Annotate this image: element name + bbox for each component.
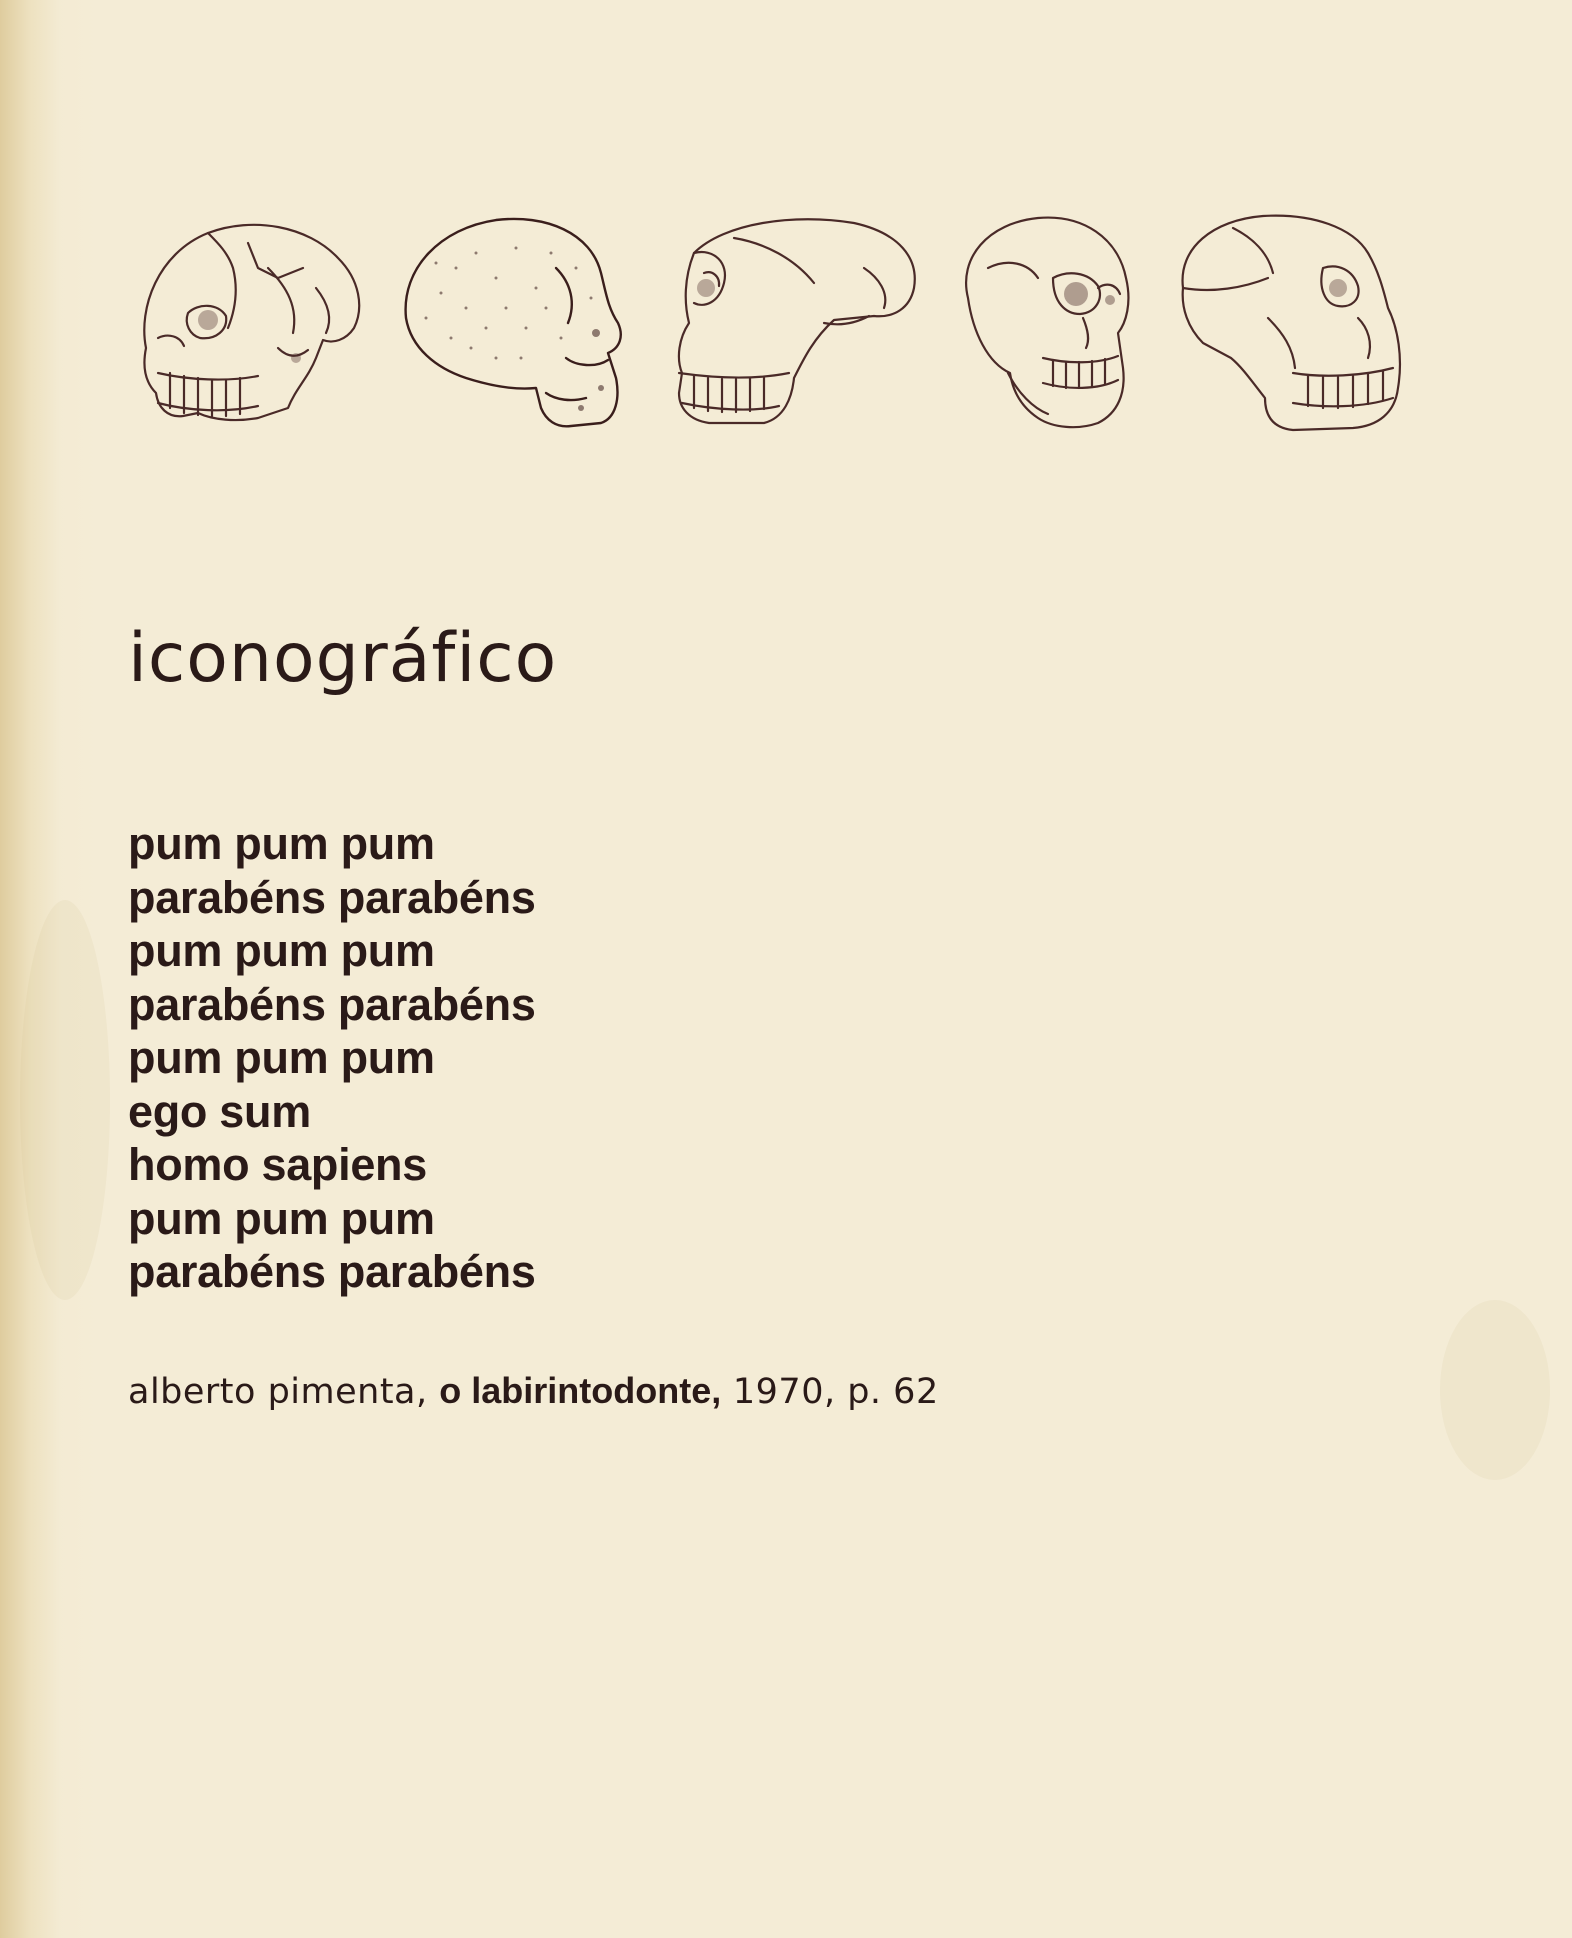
citation-book-title: o labirintodonte, bbox=[439, 1370, 722, 1411]
paper-stain bbox=[20, 900, 110, 1300]
citation-author: alberto pimenta, bbox=[128, 1372, 428, 1412]
poem-line: ego sum bbox=[128, 1085, 311, 1137]
citation bbox=[128, 1370, 939, 1412]
skull-illustrations bbox=[128, 208, 1418, 448]
poem-line: pum pum pum bbox=[128, 925, 435, 976]
skull-icon bbox=[948, 208, 1148, 438]
poem-line: pum pum pum bbox=[128, 1192, 435, 1244]
poem-line: pum pum pum bbox=[128, 818, 435, 869]
skull-icon bbox=[128, 208, 368, 438]
poem-line: homo sapiens bbox=[128, 1139, 427, 1190]
poem-line: pum pum pum bbox=[128, 1032, 435, 1083]
paper-stain bbox=[1440, 1300, 1550, 1480]
poem-line: parabéns parabéns bbox=[128, 978, 536, 1030]
skull-icon bbox=[396, 208, 636, 438]
skull-icon bbox=[1173, 208, 1413, 438]
poem-line: parabéns parabéns bbox=[128, 1246, 536, 1297]
poem-title: iconográfico bbox=[128, 619, 558, 698]
skull-icon bbox=[664, 208, 924, 438]
poem-line: parabéns parabéns bbox=[128, 871, 536, 923]
poem-body bbox=[128, 817, 536, 1299]
citation-year-page: 1970, p. 62 bbox=[732, 1372, 939, 1412]
